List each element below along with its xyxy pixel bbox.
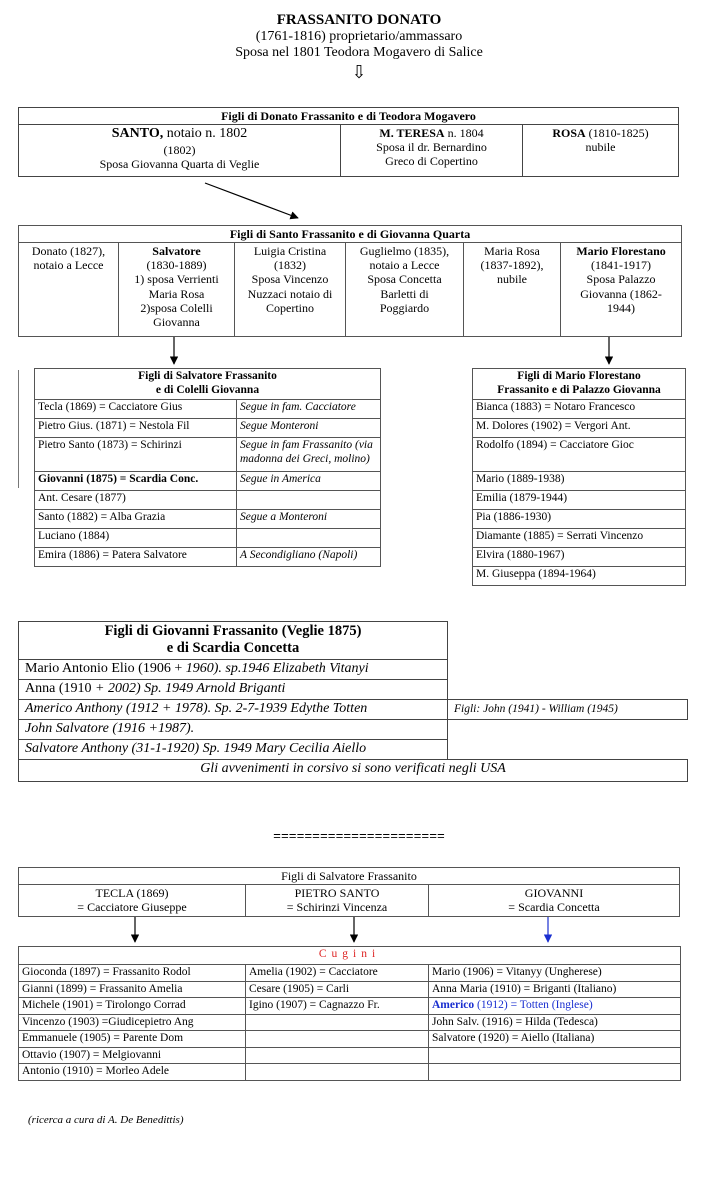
rosa-name: ROSA — [552, 126, 586, 141]
table-row — [473, 400, 686, 419]
teresa-name: M. TERESA — [379, 126, 445, 141]
table-row — [35, 419, 381, 438]
parent-spouse: = Schirinzi Vincenza — [286, 900, 388, 915]
child-detail: 1) sposa Verrienti — [134, 272, 219, 287]
child-name: Santo (1882) = Alba Grazia — [35, 510, 237, 529]
child-text: Mario Antonio Elio (1906 + — [25, 661, 186, 676]
cousin-tecla-branch: Ottavio (1907) = Melgiovanni — [19, 1047, 246, 1064]
child-detail: Maria Rosa — [148, 286, 205, 301]
cousin-giovanni-branch: Anna Maria (1910) = Briganti (Italiano) — [429, 981, 681, 998]
table-row — [19, 998, 681, 1015]
child-row: Salvatore Anthony (31-1-1920) Sp. 1949 Mary Cecilia Aiello — [19, 740, 448, 760]
child-detail: (1841-1917) — [591, 258, 652, 273]
child-detail: Luigia Cristina — [253, 244, 327, 259]
parent-name: GIOVANNI — [524, 886, 584, 901]
child-detail: 2)sposa Colelli — [140, 300, 213, 315]
child-note: Segue in fam. Cacciatore — [237, 400, 381, 419]
child-entry: Bianca (1883) = Notaro Francesco — [473, 400, 686, 419]
rosa-status: nubile — [585, 140, 616, 155]
child-entry: M. Dolores (1902) = Vergori Ant. — [473, 419, 686, 438]
title-line1: Figli di Mario Florestano — [517, 370, 641, 382]
page-header — [0, 12, 718, 81]
cousin-tecla-branch: Gianni (1899) = Frassanito Amelia — [19, 981, 246, 998]
down-arrow-icon: ⇩ — [351, 62, 367, 83]
child-note: A Secondigliano (Napoli) — [237, 548, 381, 567]
cousin-giovanni-branch: John Salv. (1916) = Hilda (Tedesca) — [429, 1014, 681, 1031]
americo-name: Americo — [432, 999, 475, 1012]
rosa-cell — [523, 125, 679, 177]
salvatore-children-summary-table — [18, 867, 680, 917]
child-entry: Mario (1889-1938) — [473, 472, 686, 491]
title-line1: Figli di Salvatore Frassanito — [138, 370, 277, 382]
cousin-pietro-branch: Amelia (1902) = Cacciatore — [246, 965, 429, 982]
table-row — [35, 472, 381, 491]
cousins-table — [18, 946, 681, 1081]
child-name: Giovanni (1875) = Scardia Conc. — [35, 472, 237, 491]
cousin-pietro-branch: Cesare (1905) = Carli — [246, 981, 429, 998]
child-row — [19, 680, 448, 700]
child-detail: Giovanna (1862- — [580, 286, 662, 301]
child-cell — [464, 243, 561, 337]
child-detail: Copertino — [266, 300, 314, 315]
child-row — [19, 660, 448, 680]
child-cell — [346, 243, 464, 337]
arrow-to-santo-children — [205, 183, 298, 218]
child-note: Segue in America — [237, 472, 381, 491]
children-of-santo-table — [18, 225, 682, 337]
table-row — [19, 1047, 681, 1064]
table-title: Figli di Donato Frassanito e di Teodora Mogavero — [19, 108, 679, 125]
title-line1: Figli di Giovanni Frassanito (Veglie 1875) — [104, 623, 362, 639]
grandchildren-note: Figli: John (1941) - William (1945) — [448, 700, 688, 720]
child-detail: Sposa Concetta — [367, 272, 442, 287]
child-note: Segue a Monteroni — [237, 510, 381, 529]
empty-cell — [448, 740, 688, 760]
table-row — [35, 529, 381, 548]
child-row: John Salvatore (1916 +1987). — [19, 720, 448, 740]
child-name: Emira (1886) = Patera Salvatore — [35, 548, 237, 567]
child-detail: Sposa Vincenzo — [251, 272, 329, 287]
child-detail: Sposa Palazzo — [586, 272, 656, 287]
table-row — [35, 400, 381, 419]
child-detail: 1944) — [607, 300, 636, 315]
santo-name: SANTO, — [111, 126, 164, 142]
santo-role: notaio n. 1802 — [163, 126, 248, 142]
empty-cell — [448, 660, 688, 680]
table-row — [35, 491, 381, 510]
title-line2: Frassanito e di Palazzo Giovanna — [497, 383, 661, 396]
cousin-pietro-branch — [246, 1014, 429, 1031]
cousin-giovanni-branch — [429, 1047, 681, 1064]
child-detail: Giovanna — [153, 314, 200, 329]
children-of-giovanni-table — [18, 621, 688, 782]
teresa-birth: n. 1804 — [444, 126, 484, 141]
child-entry: Emilia (1879-1944) — [473, 491, 686, 510]
child-cell — [119, 243, 235, 337]
teresa-line2: Sposa il dr. Bernardino — [376, 140, 487, 155]
child-detail: (1837-1892), — [480, 258, 544, 273]
cousin-pietro-branch — [246, 1064, 429, 1081]
child-detail: Maria Rosa — [484, 244, 540, 259]
table-row — [473, 419, 686, 438]
child-detail: (1832) — [274, 258, 306, 273]
cousin-tecla-branch: Emmanuele (1905) = Parente Dom — [19, 1031, 246, 1048]
table-row — [19, 981, 681, 998]
cousin-tecla-branch: Vincenzo (1903) =Giudicepietro Ang — [19, 1014, 246, 1031]
children-of-salvatore-table — [34, 368, 381, 567]
child-entry: Elvira (1880-1967) — [473, 548, 686, 567]
title-line2: e di Colelli Giovanna — [155, 383, 260, 396]
header-marriage: Sposa nel 1801 Teodora Mogavero di Salice — [235, 45, 483, 61]
child-entry: Diamante (1885) = Serrati Vincenzo — [473, 529, 686, 548]
table-row — [35, 548, 381, 567]
empty-cell — [448, 680, 688, 700]
cousin-pietro-branch — [246, 1031, 429, 1048]
footer-credit: (ricerca a cura di A. De Benedittis) — [28, 1114, 184, 1126]
child-cell — [19, 243, 119, 337]
cousin-giovanni-branch — [429, 998, 681, 1015]
table-row — [473, 472, 686, 491]
parent-cell — [19, 885, 246, 917]
child-detail: notaio a Lecce — [369, 258, 440, 273]
page-title: FRASSANITO DONATO — [276, 12, 442, 28]
child-note: Segue in fam Frassanito (via madonna dei Greci, molino) — [237, 438, 381, 472]
table-row — [35, 438, 381, 472]
child-detail: notaio a Lecce — [33, 258, 104, 273]
child-detail: Donato (1827), — [31, 244, 106, 259]
child-note — [237, 529, 381, 548]
santo-cell — [19, 125, 341, 177]
child-text-italic: 1960). sp.1946 Elizabeth Vitanyi — [185, 661, 369, 676]
child-detail: nubile — [497, 272, 527, 287]
table-row — [473, 567, 686, 586]
child-detail: Poggiardo — [379, 300, 430, 315]
child-name: Pietro Santo (1873) = Schirinzi — [35, 438, 237, 472]
table-title — [19, 622, 448, 660]
empty-cell — [448, 622, 688, 660]
child-name: Tecla (1869) = Cacciatore Gius — [35, 400, 237, 419]
children-of-donato-table — [18, 107, 679, 177]
child-detail: Barletti di — [380, 286, 429, 301]
child-entry: M. Giuseppa (1894-1964) — [473, 567, 686, 586]
child-name: Mario Florestano — [576, 244, 666, 259]
parent-spouse: = Scardia Concetta — [508, 900, 600, 915]
santo-spouse: Sposa Giovanna Quarta di Veglie — [99, 156, 260, 171]
table-row — [19, 1014, 681, 1031]
table-row — [19, 1064, 681, 1081]
table-row — [473, 491, 686, 510]
table-row — [19, 965, 681, 982]
santo-years: (1802) — [163, 142, 196, 157]
usa-note: Gli avvenimenti in corsivo si sono verificati negli USA — [19, 760, 688, 782]
child-detail: Guglielmo (1835), — [359, 244, 450, 259]
table-row — [19, 1031, 681, 1048]
table-title: Figli di Salvatore Frassanito — [19, 868, 680, 885]
child-name: Luciano (1884) — [35, 529, 237, 548]
title-line2: e di Scardia Concetta — [166, 640, 300, 657]
cousin-tecla-branch: Antonio (1910) = Morleo Adele — [19, 1064, 246, 1081]
child-cell — [561, 243, 682, 337]
parent-name: TECLA (1869) — [95, 886, 169, 901]
teresa-line3: Greco di Copertino — [385, 154, 478, 169]
table-row — [35, 510, 381, 529]
americo-detail: (1912) = Totten (Inglese) — [474, 999, 593, 1012]
empty-cell — [448, 720, 688, 740]
cousin-giovanni-branch — [429, 1064, 681, 1081]
table-title: Figli di Santo Frassanito e di Giovanna Quarta — [19, 226, 682, 243]
parent-cell — [246, 885, 429, 917]
separator: ====================== — [273, 829, 445, 844]
cousin-tecla-branch: Michele (1901) = Tirolongo Corrad — [19, 998, 246, 1015]
cousin-tecla-branch: Gioconda (1897) = Frassanito Rodol — [19, 965, 246, 982]
teresa-cell — [341, 125, 523, 177]
child-name: Salvatore — [152, 244, 201, 259]
child-detail: Nuzzaci notaio di — [247, 286, 333, 301]
rosa-years: (1810-1825) — [585, 126, 649, 141]
child-note: Segue Monteroni — [237, 419, 381, 438]
child-text-italic: + 2002) Sp. 1949 Arnold Briganti — [95, 681, 286, 696]
child-name: Pietro Gius. (1871) = Nestola Fil — [35, 419, 237, 438]
parent-cell — [429, 885, 680, 917]
table-title — [35, 369, 381, 400]
cousin-giovanni-branch: Salvatore (1920) = Aiello (Italiana) — [429, 1031, 681, 1048]
child-entry: Pia (1886-1930) — [473, 510, 686, 529]
child-cell — [235, 243, 346, 337]
child-detail: (1830-1889) — [146, 258, 207, 273]
cousin-pietro-branch: Igino (1907) = Cagnazzo Fr. — [246, 998, 429, 1015]
divider-line — [18, 370, 19, 488]
child-text: Anna (1910 — [25, 681, 95, 696]
child-name: Ant. Cesare (1877) — [35, 491, 237, 510]
cousin-pietro-branch — [246, 1047, 429, 1064]
table-title — [473, 369, 686, 400]
child-note — [237, 491, 381, 510]
cousins-title: Cugini — [19, 947, 681, 965]
cousin-giovanni-branch: Mario (1906) = Vitanyy (Ungherese) — [429, 965, 681, 982]
child-row: Americo Anthony (1912 + 1978). Sp. 2-7-1939 Edythe Totten — [19, 700, 448, 720]
table-row — [473, 510, 686, 529]
children-of-mario-table — [472, 368, 686, 586]
table-row — [473, 529, 686, 548]
child-entry: Rodolfo (1894) = Cacciatore Gioc — [473, 438, 686, 472]
header-dates: (1761-1816) proprietario/ammassaro — [255, 29, 463, 45]
table-row — [473, 548, 686, 567]
table-row — [473, 438, 686, 472]
parent-spouse: = Cacciatore Giuseppe — [77, 900, 187, 915]
parent-name: PIETRO SANTO — [294, 886, 380, 901]
